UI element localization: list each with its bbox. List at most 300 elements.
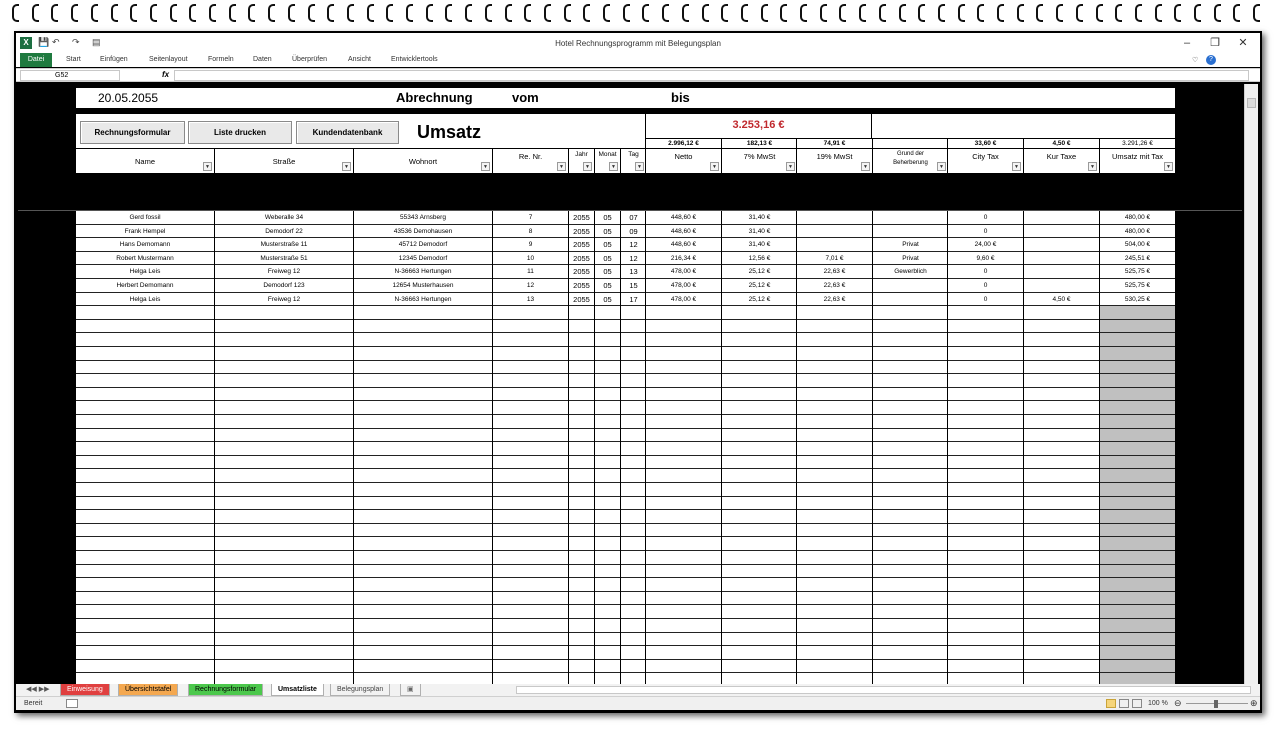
cell-grund[interactable]: Privat [902, 241, 919, 249]
table-row [76, 401, 1175, 415]
column-divider [721, 211, 722, 684]
cell-netto[interactable]: 478,00 € [670, 282, 697, 289]
header-divider [353, 149, 354, 173]
cell-netto[interactable]: 448,60 € [670, 241, 697, 249]
cell-wohnort[interactable]: 12345 Demodorf [398, 254, 448, 262]
spiral-ring [189, 4, 196, 22]
table-row [76, 497, 1175, 511]
tab-datei[interactable]: Datei [20, 53, 52, 67]
table-row [76, 415, 1175, 429]
col-netto: Netto [674, 152, 693, 161]
zoom-in-icon[interactable]: ⊕ [1250, 698, 1258, 708]
table-row [76, 293, 1175, 307]
cell-umsatz[interactable]: 504,00 € [1124, 241, 1151, 249]
print-preview-icon[interactable]: ▤ [92, 37, 101, 47]
cell-mwst7[interactable]: 12,56 € [748, 254, 771, 262]
spiral-ring [997, 4, 1004, 22]
spiral-ring [603, 4, 610, 22]
filter-re-nr-icon[interactable]: ▼ [557, 162, 566, 171]
cell-wohnort[interactable]: 43536 Demohausen [393, 227, 453, 235]
spiral-ring [583, 4, 590, 22]
table-row [76, 619, 1175, 633]
ribbon-tabs [16, 53, 1260, 67]
table-row [76, 333, 1175, 347]
cell-mwst19[interactable]: 22,63 € [823, 282, 846, 289]
header-divider [594, 149, 595, 173]
ribbon-collapse-icon[interactable]: ♡ [1192, 57, 1199, 64]
cell-strasse[interactable]: Freiweg 12 [267, 295, 301, 303]
header-divider [947, 139, 948, 173]
cell-re-nr[interactable]: 12 [526, 282, 535, 289]
cell-name[interactable]: Hans Demomann [119, 241, 171, 249]
report-vom: vom [512, 90, 539, 105]
cell-city-tax[interactable]: 0 [983, 295, 988, 303]
column-divider [353, 211, 354, 684]
table-row [76, 347, 1175, 361]
cell-monat[interactable]: 05 [603, 267, 612, 277]
spiral-ring [1115, 4, 1122, 22]
spiral-ring [130, 4, 137, 22]
spiral-ring [1233, 4, 1240, 22]
spiral-ring [308, 4, 315, 22]
page-break-icon[interactable] [1132, 699, 1142, 708]
cell-grund[interactable]: Gewerblich [894, 268, 927, 276]
umsatz-title: Umsatz [417, 122, 482, 142]
col-kur-taxe: Kur Taxe [1046, 152, 1077, 161]
spiral-ring [741, 4, 748, 22]
cell-monat[interactable]: 05 [603, 213, 612, 222]
tab-start[interactable]: Start [66, 56, 81, 63]
cell-jahr[interactable]: 2055 [573, 294, 590, 304]
column-divider [214, 211, 215, 684]
cell-tag[interactable]: 12 [629, 240, 638, 250]
tab-ansicht[interactable]: Ansicht [348, 56, 371, 63]
help-icon[interactable]: ? [1206, 55, 1216, 65]
cell-re-nr[interactable]: 11 [527, 268, 534, 276]
cell-tag[interactable]: 12 [629, 253, 638, 263]
cell-mwst19[interactable]: 22,63 € [823, 268, 846, 276]
cell-strasse[interactable]: Freiweg 12 [267, 268, 301, 276]
cell-mwst7[interactable]: 25,12 € [748, 295, 771, 303]
liste-drucken-button[interactable]: Liste drucken [188, 121, 292, 144]
table-row [76, 605, 1175, 619]
sum-mwst19: 74,91 € [823, 140, 846, 147]
sheet-tab-umsatzliste[interactable]: Umsatzliste [271, 684, 324, 696]
cell-name[interactable]: Helga Leis [129, 295, 161, 303]
cell-jahr[interactable]: 2055 [573, 281, 590, 290]
table-row [76, 469, 1175, 483]
spiral-ring [1056, 4, 1063, 22]
cell-monat[interactable]: 05 [603, 294, 612, 304]
table-row [76, 374, 1175, 388]
cell-monat[interactable]: 05 [603, 226, 612, 236]
table-row [76, 565, 1175, 579]
table-row [76, 456, 1175, 470]
spiral-ring [12, 4, 19, 22]
table-row [76, 524, 1175, 538]
column-divider [872, 211, 873, 684]
spiral-ring [839, 4, 846, 22]
rechnungsformular-button[interactable]: Rechnungsformular [80, 121, 185, 144]
status-bar [16, 696, 1260, 710]
header-divider [1099, 139, 1100, 173]
worksheet[interactable] [18, 84, 1242, 684]
cell-umsatz[interactable]: 525,75 € [1124, 282, 1151, 289]
cell-mwst19[interactable]: 7,01 € [825, 254, 844, 262]
spiral-ring [524, 4, 531, 22]
spiral-ring [426, 4, 433, 22]
formula-input[interactable] [174, 70, 1249, 81]
frozen-gap [76, 174, 1175, 202]
minimize-icon[interactable]: – [1183, 37, 1191, 49]
title-bar [16, 33, 1260, 53]
cell-mwst7[interactable]: 25,12 € [748, 268, 771, 276]
table-row [76, 225, 1175, 239]
page-layout-icon[interactable] [1119, 699, 1129, 708]
table-row [76, 388, 1175, 402]
cell-wohnort[interactable]: 45712 Demodorf [398, 241, 448, 249]
table-row [76, 537, 1175, 551]
spiral-ring [71, 4, 78, 22]
spiral-ring [1194, 4, 1201, 22]
col-strasse: Straße [272, 157, 296, 166]
table-row [76, 633, 1175, 647]
spiral-ring [465, 4, 472, 22]
spiral-ring [386, 4, 393, 22]
cell-umsatz[interactable]: 480,00 € [1124, 214, 1151, 221]
sheet-nav-arrows-icon[interactable]: ◀◀ ▶▶ [26, 686, 50, 693]
filter-mwst7-icon[interactable]: ▼ [786, 162, 795, 171]
cell-kur-taxe[interactable]: 4,50 € [1052, 295, 1071, 303]
cell-umsatz[interactable]: 525,75 € [1124, 268, 1151, 276]
column-divider [492, 211, 493, 684]
table-row [76, 442, 1175, 456]
restore-icon[interactable]: ❐ [1210, 37, 1220, 49]
cell-mwst7[interactable]: 31,40 € [748, 214, 771, 221]
column-divider [1099, 211, 1100, 684]
spiral-ring [859, 4, 866, 22]
spiral-ring [367, 4, 374, 22]
filter-wohnort-icon[interactable]: ▼ [481, 162, 490, 171]
cell-strasse[interactable]: Demodorf 123 [263, 282, 305, 289]
zoom-level: 100 % [1148, 700, 1168, 707]
sum-kur-taxe: 4,50 € [1052, 140, 1071, 147]
spiral-ring [51, 4, 58, 22]
horizontal-scrollbar[interactable] [516, 686, 1251, 694]
filter-name-icon[interactable]: ▼ [203, 162, 212, 171]
cell-re-nr[interactable]: 13 [526, 295, 535, 303]
spiral-ring [1174, 4, 1181, 22]
filter-kur-taxe-icon[interactable]: ▼ [1088, 162, 1097, 171]
tab-entwicklertools[interactable]: Entwicklertools [391, 56, 438, 63]
header-divider [796, 139, 797, 173]
column-divider [1023, 211, 1024, 684]
cell-jahr[interactable]: 2055 [573, 240, 590, 250]
table-row [76, 306, 1175, 320]
scroll-thumb[interactable] [1247, 98, 1256, 108]
cell-strasse[interactable]: Demodorf 22 [265, 227, 303, 235]
header-divider [492, 149, 493, 173]
cell-grund[interactable]: Privat [902, 254, 919, 262]
sum-city-tax: 33,60 € [974, 140, 997, 147]
cell-jahr[interactable]: 2055 [573, 226, 590, 236]
spiral-ring [721, 4, 728, 22]
function-icon[interactable]: fx [162, 70, 170, 79]
cell-monat[interactable]: 05 [603, 281, 612, 290]
spiral-ring [623, 4, 630, 22]
cell-jahr[interactable]: 2055 [573, 267, 590, 277]
table-row [76, 510, 1175, 524]
table-row [76, 361, 1175, 375]
spiral-ring [1253, 4, 1260, 22]
col-tag: Tag [628, 151, 639, 158]
sheet-tabs [16, 684, 1260, 696]
spiral-ring [1096, 4, 1103, 22]
spiral-ring [209, 4, 216, 22]
cell-tag[interactable]: 09 [629, 226, 638, 236]
cell-jahr[interactable]: 2055 [573, 213, 590, 222]
title-row [76, 88, 1175, 108]
report-heading: Abrechnung [396, 90, 473, 105]
cell-re-nr[interactable]: 9 [528, 241, 533, 249]
header-divider [1023, 139, 1024, 173]
sheet-tab-belegungsplan[interactable]: Belegungsplan [330, 684, 390, 696]
spiral-ring [327, 4, 334, 22]
col-name: Name [134, 157, 155, 166]
excel-logo-icon: X [20, 37, 32, 49]
filter-jahr-icon[interactable]: ▼ [583, 162, 592, 171]
header-rule [646, 138, 1175, 139]
cell-re-nr[interactable]: 7 [528, 214, 533, 221]
col-city-tax: City Tax [972, 152, 999, 161]
undo-icon[interactable]: ↶ [52, 37, 60, 47]
filter-mwst19-icon[interactable]: ▼ [861, 162, 870, 171]
table-row [76, 592, 1175, 606]
cell-netto[interactable]: 478,00 € [670, 295, 697, 303]
spiral-ring [682, 4, 689, 22]
cell-umsatz[interactable]: 480,00 € [1124, 227, 1151, 235]
col-wohnort: Wohnort [408, 157, 438, 166]
new-sheet-icon[interactable]: ▣ [400, 684, 421, 696]
spiral-ring [761, 4, 768, 22]
spiral-ring [268, 4, 275, 22]
filter-netto-icon[interactable]: ▼ [710, 162, 719, 171]
cell-netto[interactable]: 216,34 € [670, 254, 697, 262]
cell-strasse[interactable]: Weberalle 34 [264, 214, 304, 221]
spiral-ring [938, 4, 945, 22]
cell-name[interactable]: Herbert Demomann [116, 282, 174, 289]
table-row [76, 320, 1175, 334]
tab-formeln[interactable]: Formeln [208, 56, 234, 63]
table-row [76, 483, 1175, 497]
header-divider [721, 139, 722, 173]
column-divider [568, 211, 569, 684]
header-divider [214, 149, 215, 173]
tab-einfuegen[interactable]: Einfügen [100, 56, 128, 63]
tab-seitenlayout[interactable]: Seitenlayout [149, 56, 188, 63]
spiral-ring [879, 4, 886, 22]
cell-mwst7[interactable]: 31,40 € [748, 227, 771, 235]
col-jahr: Jahr [575, 151, 588, 158]
spiral-ring [32, 4, 39, 22]
cell-wohnort[interactable]: 55343 Arnsberg [400, 214, 446, 221]
cell-name[interactable]: Gerd fossil [129, 214, 161, 221]
cell-tag[interactable]: 13 [629, 267, 638, 277]
spiral-ring [662, 4, 669, 22]
spiral-ring [91, 4, 98, 22]
cell-name[interactable]: Robert Mustermann [116, 254, 174, 262]
cell-monat[interactable]: 05 [603, 253, 612, 263]
redo-icon[interactable]: ↷ [72, 37, 80, 47]
sum-netto: 2.996,12 € [668, 140, 699, 147]
name-box[interactable]: G52 [20, 70, 120, 81]
sheet-tab-rechnungsformular[interactable]: Rechnungsformular [188, 684, 263, 696]
spiral-ring [229, 4, 236, 22]
cell-re-nr[interactable]: 8 [528, 227, 533, 235]
spiral-ring [1214, 4, 1221, 22]
zoom-slider-thumb[interactable] [1214, 700, 1218, 708]
save-icon[interactable]: 💾 [38, 37, 50, 47]
cell-jahr[interactable]: 2055 [573, 253, 590, 263]
data-table [76, 211, 1175, 684]
window-title: Hotel Rechnungsprogramm mit Belegungsplan [555, 39, 721, 48]
report-date: 20.05.2055 [98, 91, 159, 105]
cell-re-nr[interactable]: 10 [526, 254, 535, 262]
header-divider [620, 149, 621, 173]
cell-mwst19[interactable]: 22,63 € [823, 295, 846, 303]
spiral-ring [288, 4, 295, 22]
cell-strasse[interactable]: Musterstraße 11 [260, 241, 308, 249]
cell-tag[interactable]: 15 [629, 281, 638, 290]
spiral-ring [544, 4, 551, 22]
col-monat: Monat [598, 151, 617, 158]
tab-ueberpruefen[interactable]: Überprüfen [292, 56, 328, 63]
formula-bar [16, 68, 1260, 82]
spiral-ring [702, 4, 709, 22]
table-row [76, 646, 1175, 660]
spiral-ring [820, 4, 827, 22]
table-row [76, 238, 1175, 252]
notebook-spiral [0, 0, 1280, 28]
spiral-ring [248, 4, 255, 22]
spiral-ring [111, 4, 118, 22]
spiral-ring [505, 4, 512, 22]
cell-city-tax[interactable]: 0 [983, 214, 988, 221]
table-row [76, 211, 1175, 225]
spiral-ring [642, 4, 649, 22]
cell-name[interactable]: Frank Hempel [124, 227, 166, 235]
empty-cell [872, 114, 1175, 138]
filter-monat-icon[interactable]: ▼ [609, 162, 618, 171]
column-divider [645, 211, 646, 684]
cell-city-tax[interactable]: 0 [983, 227, 988, 235]
cell-tag[interactable]: 17 [629, 294, 638, 304]
column-divider [620, 211, 621, 684]
spiral-ring [347, 4, 354, 22]
sheet-tab-einweisung[interactable]: Einweisung [60, 684, 110, 696]
cell-umsatz[interactable]: 530,25 € [1124, 295, 1151, 303]
cell-netto[interactable]: 448,60 € [670, 227, 697, 235]
cell-city-tax[interactable]: 24,00 € [974, 241, 997, 249]
header-divider [568, 149, 569, 173]
cell-mwst7[interactable]: 25,12 € [748, 282, 771, 289]
col-mwst19: 19% MwSt [816, 152, 853, 161]
spiral-ring [958, 4, 965, 22]
filter-tag-icon[interactable]: ▼ [635, 162, 644, 171]
cell-mwst7[interactable]: 31,40 € [748, 241, 771, 249]
col-grund-1: Grund der [896, 151, 924, 157]
cell-city-tax[interactable]: 0 [983, 268, 988, 276]
cell-umsatz[interactable]: 245,51 € [1124, 254, 1151, 262]
table-row [76, 578, 1175, 592]
spiral-ring [780, 4, 787, 22]
table-row [76, 429, 1175, 443]
cell-wohnort[interactable]: 12654 Musterhausen [392, 282, 454, 289]
col-re-nr: Re. Nr. [518, 152, 543, 161]
sum-umsatz: 3.291,26 € [1122, 140, 1153, 147]
table-row [76, 660, 1175, 674]
column-divider [947, 211, 948, 684]
cell-tag[interactable]: 07 [629, 213, 638, 222]
excel-window [14, 31, 1262, 713]
report-bis: bis [671, 90, 690, 105]
spiral-ring [1155, 4, 1162, 22]
kundendatenbank-button[interactable]: Kundendatenbank [296, 121, 399, 144]
filter-umsatz-icon[interactable]: ▼ [1164, 162, 1173, 171]
spiral-ring [170, 4, 177, 22]
spiral-ring [1135, 4, 1142, 22]
cell-monat[interactable]: 05 [603, 240, 612, 250]
spiral-ring [406, 4, 413, 22]
sheet-tab-uebersichtstafel[interactable]: Übersichtstafel [118, 684, 178, 696]
cell-name[interactable]: Helga Leis [129, 268, 161, 276]
normal-view-icon[interactable] [1106, 699, 1116, 708]
macro-record-icon[interactable] [66, 699, 78, 708]
filter-city-tax-icon[interactable]: ▼ [1012, 162, 1021, 171]
col-umsatz: Umsatz mit Tax [1111, 152, 1164, 161]
column-divider [796, 211, 797, 684]
cell-city-tax[interactable]: 0 [983, 282, 988, 289]
table-row [76, 279, 1175, 293]
tab-daten[interactable]: Daten [253, 56, 272, 63]
filter-strasse-icon[interactable]: ▼ [342, 162, 351, 171]
spiral-ring [899, 4, 906, 22]
cell-strasse[interactable]: Musterstraße 51 [260, 254, 308, 262]
zoom-out-icon[interactable]: ⊖ [1174, 698, 1182, 708]
header-divider [645, 114, 646, 173]
spiral-ring [918, 4, 925, 22]
vertical-scrollbar[interactable] [1244, 84, 1258, 684]
table-row [76, 551, 1175, 565]
cell-netto[interactable]: 478,00 € [670, 268, 697, 276]
cell-wohnort[interactable]: N-36663 Hertungen [394, 268, 452, 276]
sum-mwst7: 182,13 € [746, 140, 773, 147]
cell-netto[interactable]: 448,60 € [670, 214, 697, 221]
cell-wohnort[interactable]: N-36663 Hertungen [394, 295, 452, 303]
header-rule [76, 148, 1175, 149]
spiral-ring [1036, 4, 1043, 22]
filter-grund-icon[interactable]: ▼ [937, 162, 946, 171]
cell-city-tax[interactable]: 9,60 € [976, 254, 995, 262]
col-grund-2: Beherberung [893, 160, 928, 166]
close-icon[interactable]: ✕ [1238, 37, 1248, 49]
spiral-ring [1076, 4, 1083, 22]
status-ready: Bereit [24, 700, 43, 707]
table-row [76, 265, 1175, 279]
umsatz-total: 3.253,16 € [732, 119, 785, 131]
table-row [76, 252, 1175, 266]
col-mwst7: 7% MwSt [743, 152, 776, 161]
